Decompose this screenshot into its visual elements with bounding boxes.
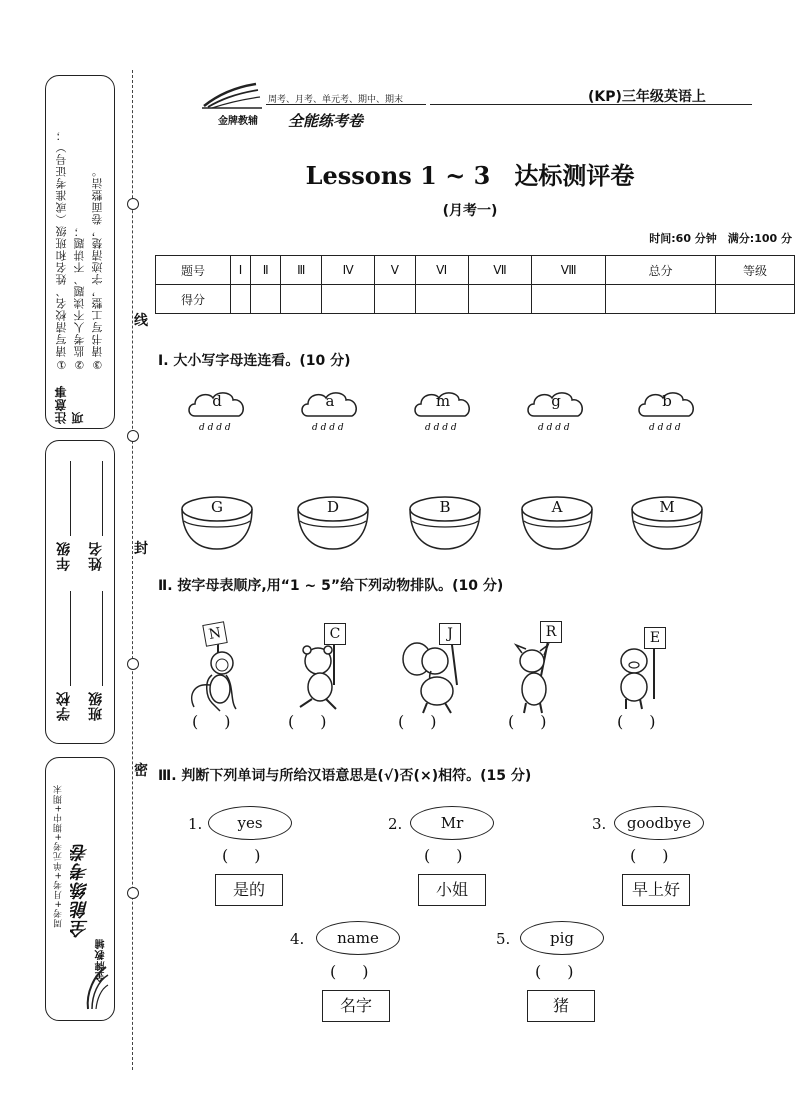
svg-text:d d d d: d d d d xyxy=(538,423,570,433)
page-title: Lessons 1 ~ 3 达标测评卷 xyxy=(305,161,635,190)
score-header-cell: Ⅰ xyxy=(231,256,251,285)
word-oval: name xyxy=(316,921,400,955)
punch-hole xyxy=(127,658,139,670)
brand-tagline: 周考+月考+单元考+期中+期末 xyxy=(54,783,64,928)
item-number: 4. xyxy=(290,930,305,948)
score-header-cell: Ⅲ xyxy=(281,256,322,285)
item-number: 1. xyxy=(188,815,203,833)
answer-paren[interactable]: () xyxy=(398,712,463,731)
answer-paren[interactable]: () xyxy=(508,712,573,731)
cut-mark-seal: 封 xyxy=(134,541,148,557)
cloud-letter-text: g xyxy=(551,392,561,410)
pot-letter-text: A xyxy=(551,498,563,516)
word-oval: yes xyxy=(208,806,292,840)
answer-paren[interactable]: () xyxy=(617,712,682,731)
item-number: 5. xyxy=(496,930,511,948)
answer-paren[interactable]: () xyxy=(192,712,257,731)
score-cell[interactable] xyxy=(375,285,416,314)
score-cell[interactable] xyxy=(532,285,606,314)
pot-letter-text: G xyxy=(211,498,223,516)
chinese-meaning-box: 小姐 xyxy=(418,874,486,906)
cloud-letter-text: b xyxy=(662,392,672,410)
score-cell[interactable] xyxy=(250,285,280,314)
score-cell[interactable] xyxy=(468,285,531,314)
cloud-letter-text: d xyxy=(212,392,222,410)
animal-letter-sign: C xyxy=(324,623,346,645)
brand-name: 金牌教辅 xyxy=(96,938,107,982)
cut-mark-line: 线 xyxy=(134,313,148,329)
svg-text:d d d d: d d d d xyxy=(425,423,457,433)
chinese-meaning-box: 猪 xyxy=(527,990,595,1022)
note-3: ③请书写工整，字迹清楚，卷面整洁。 xyxy=(91,165,104,371)
field-name-label: 姓名 xyxy=(88,541,104,571)
score-header-cell: 题号 xyxy=(156,256,231,285)
note-2: ②监考人不读题、不讲题； xyxy=(73,225,86,371)
answer-paren[interactable]: () xyxy=(535,962,600,981)
brand-title: 全能练考卷 xyxy=(70,843,91,938)
score-header-cell: Ⅶ xyxy=(468,256,531,285)
punch-hole xyxy=(127,430,139,442)
score-table-header-row xyxy=(156,256,795,285)
svg-text:d d d d: d d d d xyxy=(199,423,231,433)
brand-box xyxy=(45,757,115,1021)
field-grade-label: 年级 xyxy=(56,541,72,571)
score-header-cell: Ⅴ xyxy=(375,256,416,285)
header-series-title: 全能练考卷 xyxy=(288,112,364,130)
word-oval: goodbye xyxy=(614,806,704,840)
notes-title: 注意事项 xyxy=(54,385,85,424)
punch-hole xyxy=(127,887,139,899)
binding-dashed-line xyxy=(132,70,133,1070)
exam-meta: 时间:60 分钟 满分:100 分 xyxy=(649,232,792,245)
score-header-cell: Ⅳ xyxy=(322,256,375,285)
pot-letter[interactable] xyxy=(520,495,594,555)
chinese-meaning-box: 早上好 xyxy=(622,874,690,906)
answer-paren[interactable]: () xyxy=(222,846,287,865)
header-brand-name: 金牌教辅 xyxy=(218,116,258,127)
score-header-cell: Ⅵ xyxy=(415,256,468,285)
cloud-letter[interactable] xyxy=(298,390,362,438)
answer-paren[interactable]: () xyxy=(424,846,489,865)
cloud-letter-text: m xyxy=(435,392,451,410)
score-header-cell: Ⅷ xyxy=(532,256,606,285)
cloud-letter[interactable] xyxy=(411,390,475,438)
notes-box xyxy=(45,75,115,429)
section-3-heading: Ⅲ. 判断下列单词与所给汉语意思是(√)否(×)相符。(15 分) xyxy=(158,768,532,784)
score-cell[interactable] xyxy=(281,285,322,314)
animal-card xyxy=(180,615,250,715)
elephant-icon xyxy=(395,615,475,715)
cloud-letter[interactable] xyxy=(635,390,699,438)
item-number: 3. xyxy=(592,815,607,833)
answer-paren[interactable]: () xyxy=(330,962,395,981)
field-name-line[interactable] xyxy=(102,461,104,536)
chinese-meaning-box: 是的 xyxy=(215,874,283,906)
header-tagline: 周考、月考、单元考、期中、期末 xyxy=(268,95,404,105)
word-oval: Mr xyxy=(410,806,494,840)
pot-letter[interactable] xyxy=(408,495,482,555)
header-edition: (KP)三年级英语上 xyxy=(588,89,706,105)
score-header-cell: 等级 xyxy=(716,256,795,285)
answer-paren[interactable]: () xyxy=(630,846,695,865)
pot-letter-text: B xyxy=(439,498,451,516)
score-row-label: 得分 xyxy=(156,285,231,314)
pot-letter[interactable] xyxy=(630,495,704,555)
field-class-label: 班级 xyxy=(88,691,104,721)
animal-card xyxy=(290,615,360,715)
score-table xyxy=(155,255,795,314)
pot-letter[interactable] xyxy=(180,495,254,555)
answer-paren[interactable]: () xyxy=(288,712,353,731)
animal-letter-sign: E xyxy=(644,627,666,649)
header-rule xyxy=(430,104,752,105)
page-subtitle: (月考一) xyxy=(442,203,498,219)
animal-card xyxy=(395,615,475,715)
cloud-letter[interactable] xyxy=(185,390,249,438)
cloud-letter[interactable] xyxy=(524,390,588,438)
note-1: ①请写清校名、姓名和班级（或准考证号）； xyxy=(55,129,68,371)
section-1-heading: Ⅰ. 大小写字母连连看。(10 分) xyxy=(158,353,351,369)
score-header-cell: Ⅱ xyxy=(250,256,280,285)
animal-letter-sign: J xyxy=(439,623,461,645)
brand-logo-icon xyxy=(200,80,264,110)
field-grade-line[interactable] xyxy=(70,461,72,536)
animal-letter-sign: R xyxy=(540,621,562,643)
score-cell[interactable] xyxy=(606,285,716,314)
field-class-line[interactable] xyxy=(102,591,104,686)
word-oval: pig xyxy=(520,921,604,955)
score-cell[interactable] xyxy=(415,285,468,314)
score-table-score-row xyxy=(156,285,795,314)
svg-text:d d d d: d d d d xyxy=(649,423,681,433)
pot-letter[interactable] xyxy=(296,495,370,555)
student-info-box xyxy=(45,440,115,744)
item-number: 2. xyxy=(388,815,403,833)
score-cell[interactable] xyxy=(716,285,795,314)
score-cell[interactable] xyxy=(322,285,375,314)
brand-logo-icon xyxy=(84,963,110,1013)
score-header-cell: 总分 xyxy=(606,256,716,285)
svg-text:d d d d: d d d d xyxy=(312,423,344,433)
header-tagline-line xyxy=(266,104,426,105)
animal-card xyxy=(508,615,578,715)
pot-letter-text: M xyxy=(659,498,675,516)
cloud-letter-text: a xyxy=(325,392,335,410)
animal-card xyxy=(612,615,682,715)
section-2-heading: Ⅱ. 按字母表顺序,用“1 ~ 5”给下列动物排队。(10 分) xyxy=(158,578,504,594)
score-cell[interactable] xyxy=(231,285,251,314)
field-school-line[interactable] xyxy=(70,591,72,686)
field-school-label: 学校 xyxy=(56,691,72,721)
pot-letter-text: D xyxy=(326,498,340,516)
animal-letter-sign: N xyxy=(202,621,227,646)
cut-mark-secret: 密 xyxy=(134,763,148,779)
chinese-meaning-box: 名字 xyxy=(322,990,390,1022)
